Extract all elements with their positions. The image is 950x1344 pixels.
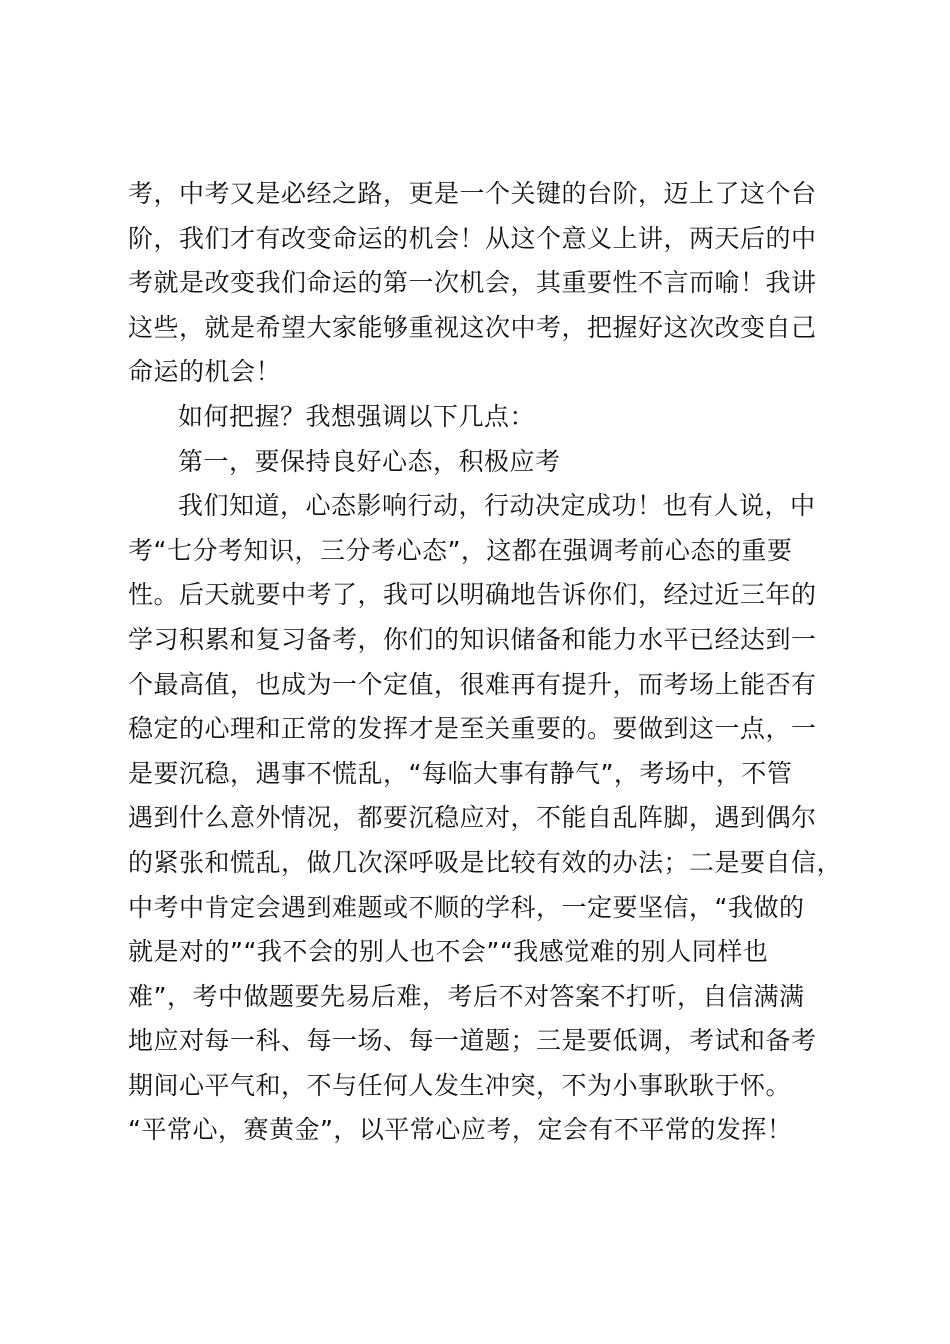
- text-line: 遇到什么意外情况，都要沉稳应对，不能自乱阵脚，遇到偶尔: [128, 803, 817, 833]
- text-line: 考，中考又是必经之路，更是一个关键的台阶，迈上了这个台: [128, 179, 817, 208]
- text-line: 就是对的”“我不会的别人也不会”“我感觉难的别人同样也: [128, 937, 769, 967]
- text-line: 阶，我们才有改变命运的机会！从这个意义上讲，两天后的中: [128, 223, 817, 253]
- text-line: 命运的机会！: [128, 357, 282, 387]
- body-text: [128, 172, 843, 1153]
- text-line: “平常心，赛黄金”，以平常心应考，定会有不平常的发挥！: [128, 1115, 793, 1145]
- text-line: 考“七分考知识，三分考心态”，这都在强调考前心态的重要: [128, 535, 793, 565]
- text-line: 是要沉稳，遇事不慌乱，“每临大事有静气”，考场中，不管: [128, 758, 793, 788]
- text-line: 学习积累和复习备考，你们的知识储备和能力水平已经达到一: [128, 624, 817, 654]
- text-line: 性。后天就要中考了，我可以明确地告诉你们，经过近三年的: [128, 580, 817, 610]
- text-line: 中考中肯定会遇到难题或不顺的学科，一定要坚信，“我做的: [128, 892, 805, 922]
- paragraph-intro: 如何把握？我想强调以下几点：: [178, 401, 536, 431]
- section-heading: 第一，要保持良好心态，积极应考: [178, 446, 561, 476]
- text-line: 难”，考中做题要先易后难，考后不对答案不打听，自信满满: [128, 981, 805, 1011]
- text-line: 考就是改变我们命运的第一次机会，其重要性不言而喻！我讲: [128, 268, 817, 298]
- text-line: 我们知道，心态影响行动，行动决定成功！也有人说，中: [178, 491, 816, 521]
- text-line: 稳定的心理和正常的发挥才是至关重要的。要做到这一点，一: [128, 714, 817, 744]
- text-line: 的紧张和慌乱，做几次深呼吸是比较有效的办法；二是要自信，: [128, 847, 843, 877]
- text-line: 这些，就是希望大家能够重视这次中考，把握好这次改变自己: [128, 312, 817, 342]
- text-line: 个最高值，也成为一个定值，很难再有提升，而考场上能否有: [128, 669, 817, 699]
- text-line: 期间心平气和，不与任何人发生冲突，不为小事耿耿于怀。: [128, 1070, 792, 1100]
- text-line: 地应对每一科、每一场、每一道题；三是要低调，考试和备考: [128, 1026, 817, 1056]
